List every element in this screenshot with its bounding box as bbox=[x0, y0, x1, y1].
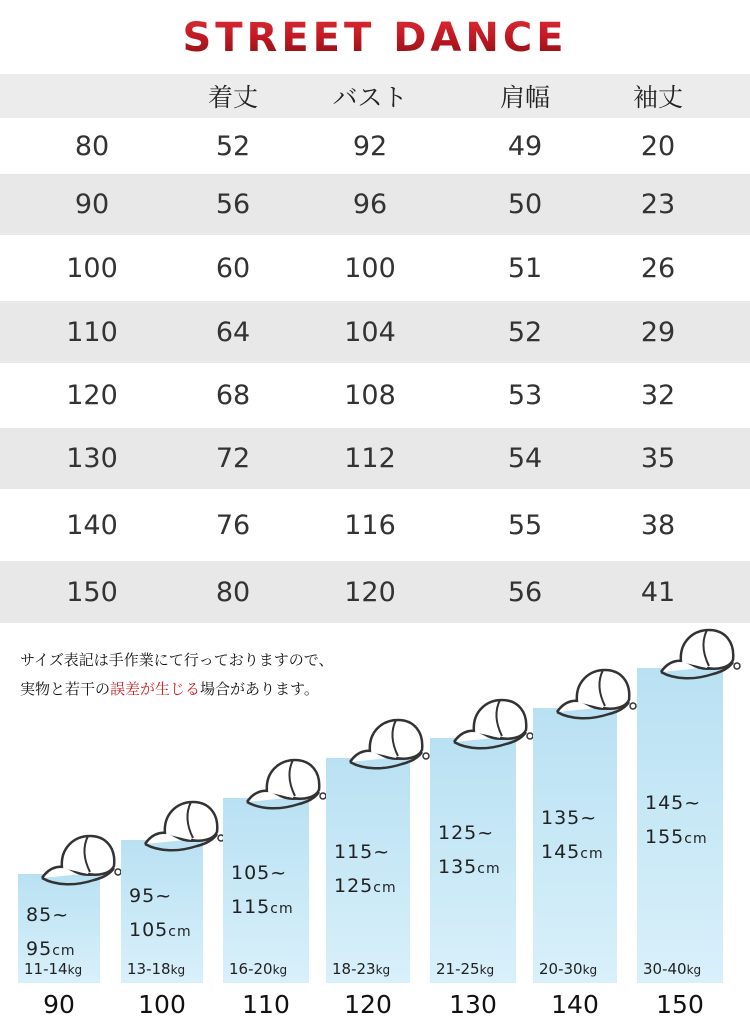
measurement-cell: 49 bbox=[507, 130, 543, 162]
measurement-cell: 92 bbox=[352, 130, 388, 162]
measurement-cell: 51 bbox=[507, 252, 543, 284]
weight-range-label: 21-25kg bbox=[436, 960, 495, 978]
baseball-cap-icon bbox=[237, 754, 329, 816]
weight-range-label: 20-30kg bbox=[539, 960, 598, 978]
measurement-cell: 104 bbox=[344, 316, 396, 348]
size-cell: 150 bbox=[66, 576, 118, 608]
page-title: STREET DANCE bbox=[0, 12, 750, 64]
size-label: 140 bbox=[551, 990, 599, 1019]
size-label: 130 bbox=[449, 990, 497, 1019]
table-row bbox=[0, 118, 750, 174]
measurement-cell: 96 bbox=[352, 189, 388, 220]
table-row bbox=[0, 174, 750, 235]
measurement-cell: 55 bbox=[507, 509, 543, 541]
note-line-1: サイズ表記は手作業にて行っておりますので、 bbox=[20, 651, 334, 669]
header-cell: バスト bbox=[332, 83, 408, 112]
measurement-cell: 116 bbox=[344, 509, 396, 541]
size-cell: 90 bbox=[74, 189, 110, 220]
weight-range-label: 11-14kg bbox=[24, 960, 83, 978]
size-label: 90 bbox=[43, 990, 75, 1019]
measurement-cell: 53 bbox=[507, 380, 543, 411]
size-label: 110 bbox=[242, 990, 290, 1019]
measurement-cell: 112 bbox=[344, 443, 396, 474]
measurement-cell: 23 bbox=[640, 189, 676, 220]
measurement-cell: 72 bbox=[215, 443, 251, 474]
weight-range-label: 13-18kg bbox=[127, 960, 186, 978]
height-range-label: 95~ 105cm bbox=[129, 885, 192, 941]
weight-range-label: 16-20kg bbox=[229, 960, 288, 978]
measurement-cell: 54 bbox=[507, 443, 543, 474]
weight-range-label: 18-23kg bbox=[332, 960, 391, 978]
measurement-cell: 32 bbox=[640, 380, 676, 411]
header-cell: 肩幅 bbox=[499, 83, 550, 112]
table-row bbox=[0, 428, 750, 489]
measurement-cell: 108 bbox=[344, 380, 396, 411]
measurement-cell: 120 bbox=[344, 576, 396, 608]
size-label: 120 bbox=[344, 990, 392, 1019]
measurement-cell: 35 bbox=[640, 443, 676, 474]
measurement-cell: 100 bbox=[344, 252, 396, 284]
height-range-label: 125~ 135cm bbox=[438, 822, 501, 878]
measurement-cell: 41 bbox=[640, 576, 676, 608]
size-cell: 110 bbox=[66, 316, 118, 348]
measurement-cell: 26 bbox=[640, 252, 676, 284]
measurement-cell: 56 bbox=[215, 189, 251, 220]
size-label: 150 bbox=[656, 990, 704, 1019]
table-header bbox=[0, 74, 750, 118]
baseball-cap-icon bbox=[135, 796, 227, 858]
measurement-cell: 29 bbox=[640, 316, 676, 348]
header-cell bbox=[32, 74, 152, 118]
baseball-cap-icon bbox=[340, 714, 432, 776]
table-row bbox=[0, 235, 750, 301]
height-range-label: 145~ 155cm bbox=[645, 792, 708, 848]
table-row bbox=[0, 561, 750, 623]
baseball-cap-icon bbox=[547, 664, 639, 726]
baseball-cap-icon bbox=[32, 830, 124, 892]
baseball-cap-icon bbox=[651, 624, 743, 686]
measurement-cell: 80 bbox=[215, 576, 251, 608]
table-row bbox=[0, 489, 750, 561]
measurement-cell: 56 bbox=[507, 576, 543, 608]
size-cell: 120 bbox=[66, 380, 118, 411]
size-note bbox=[20, 646, 334, 704]
measurement-cell: 20 bbox=[640, 130, 676, 162]
table-row bbox=[0, 301, 750, 363]
weight-range-label: 30-40kg bbox=[643, 960, 702, 978]
measurement-cell: 52 bbox=[507, 316, 543, 348]
size-cell: 140 bbox=[66, 509, 118, 541]
height-range-label: 135~ 145cm bbox=[541, 807, 604, 863]
measurement-cell: 68 bbox=[215, 380, 251, 411]
measurement-cell: 76 bbox=[215, 509, 251, 541]
height-range-label: 105~ 115cm bbox=[231, 862, 294, 918]
measurement-cell: 60 bbox=[215, 252, 251, 284]
header-cell: 袖丈 bbox=[632, 83, 683, 112]
measurement-cell: 52 bbox=[215, 130, 251, 162]
table-row bbox=[0, 363, 750, 428]
measurement-cell: 38 bbox=[640, 509, 676, 541]
note-line-2: 実物と若干の誤差が生じる場合があります。 bbox=[20, 680, 319, 698]
height-range-label: 115~ 125cm bbox=[334, 841, 397, 897]
baseball-cap-icon bbox=[444, 694, 536, 756]
measurement-cell: 64 bbox=[215, 316, 251, 348]
header-cell: 着丈 bbox=[207, 83, 258, 112]
height-range-label: 85~ 95cm bbox=[26, 904, 76, 960]
size-cell: 80 bbox=[74, 130, 110, 162]
size-cell: 130 bbox=[66, 443, 118, 474]
measurement-cell: 50 bbox=[507, 189, 543, 220]
size-label: 100 bbox=[138, 990, 186, 1019]
note-warning: 誤差が生じる bbox=[110, 680, 201, 698]
size-cell: 100 bbox=[66, 252, 118, 284]
